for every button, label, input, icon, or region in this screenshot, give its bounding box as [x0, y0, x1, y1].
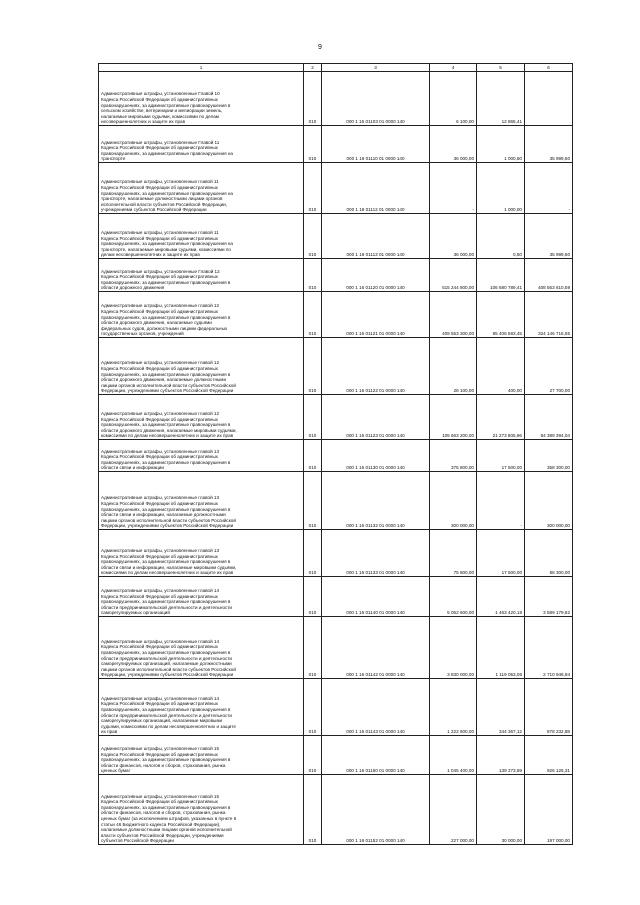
row-budget-code: 000 1 16 01120 01 0000 140: [322, 259, 430, 292]
row-description: Административные штрафы, установленные главой 14 Кодекса Российской Федерации об административных правонарушениях, за административные правонарушения в области предпринимательской деятельности и деятельности саморегулируемых организаций, налагаемые должностными лицами органов исполнительной власти субъектов Российской Федерации, учреждениями субъектов Российской Федерации: [99, 617, 304, 679]
row-approved-amount: 36 000,00: [430, 214, 477, 259]
row-budget-code: 000 1 16 01121 01 0000 140: [322, 292, 430, 338]
row-budget-code: 000 1 16 01150 01 0000 140: [322, 736, 430, 775]
row-line-code: 010: [304, 577, 322, 617]
row-approved-amount: 3 830 000,00: [430, 617, 477, 679]
row-approved-amount: 375 800,00: [430, 440, 477, 472]
row-line-code: 010: [304, 163, 322, 214]
row-executed-amount: 1 119 053,06: [477, 617, 525, 679]
row-remaining-amount: 408 563 610,59: [525, 259, 573, 292]
row-description: Административные штрафы, установленные главой 15 Кодекса Российской Федерации об административных правонарушениях, за административные правонарушения в области финансов, налогов и сборов, страхования, рынка ценных бумаг: [99, 736, 304, 775]
column-header-5: 5: [477, 64, 525, 72]
table-row: [99, 472, 573, 530]
row-budget-code: 000 1 16 01152 01 0000 140: [322, 775, 430, 845]
row-remaining-amount: 35 999,50: [525, 126, 573, 163]
row-approved-amount: 75 800,00: [430, 530, 477, 577]
row-description: Административные штрафы, установленные главой 14 Кодекса Российской Федерации об административных правонарушениях, за административные правонарушения в области предпринимательской деятельности и деятельности саморегулируемых организаций, налагаемые мировыми судьями, комиссиями по делам несовершеннолетних и защите их прав: [99, 679, 304, 736]
row-description: Административные штрафы, установленные главой 13 Кодекса Российской Федерации об административных правонарушениях, за административные правонарушения в области связи и информации, налагаемые должностными лицами органов исполнительной власти субъектов Российской Федерации, учреждениями субъектов Российской Федерации: [99, 472, 304, 530]
row-executed-amount: 344 367,12: [477, 679, 525, 736]
row-description: Административные штрафы, установленные Главой 10 Кодекса Российской Федерации об административных правонарушениях, за административные правонарушения в сельском хозяйстве, ветеринарии и мелиорации земель, налагаемые мировыми судьями, комиссиями по делам несовершеннолетних и защите их прав: [99, 72, 304, 126]
row-description: Административные штрафы, установленные главой 15 Кодекса Российской Федерации об административных правонарушениях, за административные правонарушения в области финансов, налогов и сборов, страхования, рынка ценных бумаг (за исключением штрафов, указанных в пункте 6 статьи 46 Бюджетного кодекса Российской Федерации), налагаемые должностными лицами органов исполнительной власти субъектов Российской Федерации, учреждениями субъектов Российской Федерации: [99, 775, 304, 845]
row-executed-amount: 400,00: [477, 338, 525, 395]
table-row: [99, 214, 573, 259]
row-approved-amount: 36 000,00: [430, 126, 477, 163]
row-budget-code: 000 1 16 01132 01 0000 140: [322, 472, 430, 530]
row-executed-amount: 12 865,41: [477, 72, 525, 126]
row-approved-amount: 1 222 600,00: [430, 679, 477, 736]
table-row: [99, 530, 573, 577]
row-remaining-amount: 2 710 946,94: [525, 617, 573, 679]
row-executed-amount: 30 000,00: [477, 775, 525, 845]
row-budget-code: 000 1 16 01122 01 0000 140: [322, 338, 430, 395]
column-header-4: 4: [430, 64, 477, 72]
row-remaining-amount: 58 300,00: [525, 530, 573, 577]
row-budget-code: 000 1 16 01112 01 0000 140: [322, 163, 430, 214]
row-description: Административные штрафы, установленные главой 13 Кодекса Российской Федерации об административных правонарушениях, за административные правонарушения в области связи и информации, налагаемые мировыми судьями, комиссиями по делам несовершеннолетних и защите их прав: [99, 530, 304, 577]
row-approved-amount: 105 663 200,00: [430, 395, 477, 440]
row-approved-amount: 227 000,00: [430, 775, 477, 845]
row-line-code: 010: [304, 472, 322, 530]
row-remaining-amount: [525, 72, 573, 126]
row-approved-amount: 515 244 800,00: [430, 259, 477, 292]
row-line-code: 010: [304, 679, 322, 736]
row-description: Административные штрафы, установленные главой 12 Кодекса Российской Федерации об административных правонарушениях, за административные правонарушения в области дорожного движения, налагаемые судьями федеральных судов, должностными лицами федеральных государственных органов, учреждений: [99, 292, 304, 338]
row-remaining-amount: 300 000,00: [525, 472, 573, 530]
table-row: [99, 736, 573, 775]
page-number: 9: [318, 44, 322, 51]
row-approved-amount: 6 100,00: [430, 72, 477, 126]
row-executed-amount: 17 500,00: [477, 440, 525, 472]
row-line-code: 010: [304, 338, 322, 395]
row-approved-amount: 5 052 600,00: [430, 577, 477, 617]
row-remaining-amount: 3 589 179,82: [525, 577, 573, 617]
row-line-code: 010: [304, 736, 322, 775]
row-description: Административные штрафы, установленные главой 12 Кодекса Российской Федерации об административных правонарушениях, за административные правонарушения в области дорожного движения, налагаемые мировыми судьями, комиссиями по делам несовершеннолетних и защите их прав: [99, 395, 304, 440]
row-description: Административные штрафы, установленные главой 11 Кодекса Российской Федерации об административных правонарушениях, за административные правонарушения на транспорте, налагаемые должностными лицами органов исполнительной власти субъектов Российской Федерации, учреждениями субъектов Российской Федерации: [99, 163, 304, 214]
row-budget-code: 000 1 16 01130 01 0000 140: [322, 440, 430, 472]
row-executed-amount: 85 406 583,45: [477, 292, 525, 338]
row-executed-amount: 139 273,69: [477, 736, 525, 775]
table-row: [99, 338, 573, 395]
row-line-code: 010: [304, 214, 322, 259]
row-line-code: 010: [304, 530, 322, 577]
row-description: Административные штрафы, установленные главой 11 Кодекса Российской Федерации об административных правонарушениях, за административные правонарушения на транспорте, налагаемые мировыми судьями, комиссиями по делам несовершеннолетних и защите их прав: [99, 214, 304, 259]
row-remaining-amount: 84 389 394,04: [525, 395, 573, 440]
row-remaining-amount: 197 000,00: [525, 775, 573, 845]
row-remaining-amount: -: [525, 163, 573, 214]
row-description: Административные штрафы, установленные главой 12 Кодекса Российской Федерации об административных правонарушениях, за административные правонарушения в области дорожного движения, налагаемые должностными лицами органов исполнительной власти субъектов Российской Федерации, учреждениями субъектов Российской Федерации: [99, 338, 304, 395]
row-budget-code: 000 1 16 01140 01 0000 140: [322, 577, 430, 617]
row-remaining-amount: 926 126,31: [525, 736, 573, 775]
row-line-code: 010: [304, 440, 322, 472]
row-description: Административные штрафы, установленные Главой 12 Кодекса Российской Федерации об административных правонарушениях, за административные правонарушения в области дорожного движения: [99, 259, 304, 292]
table-row: [99, 679, 573, 736]
column-header-6: 6: [525, 64, 573, 72]
table-row: [99, 577, 573, 617]
row-line-code: 010: [304, 259, 322, 292]
table-row: [99, 72, 573, 126]
table-body: [99, 72, 573, 845]
table-row: [99, 775, 573, 845]
row-budget-code: 000 1 16 01103 01 0000 140: [322, 72, 430, 126]
report-table: [98, 63, 573, 845]
row-remaining-amount: 878 232,88: [525, 679, 573, 736]
row-approved-amount: 1 045 400,00: [430, 736, 477, 775]
table-row: [99, 292, 573, 338]
table-row: [99, 259, 573, 292]
row-remaining-amount: 324 146 716,55: [525, 292, 573, 338]
row-line-code: 010: [304, 395, 322, 440]
row-line-code: 010: [304, 292, 322, 338]
row-remaining-amount: 358 300,00: [525, 440, 573, 472]
row-executed-amount: 1 000,00: [477, 163, 525, 214]
row-approved-amount: 28 100,00: [430, 338, 477, 395]
row-executed-amount: 1 463 420,18: [477, 577, 525, 617]
row-remaining-amount: 35 999,50: [525, 214, 573, 259]
row-budget-code: 000 1 16 01142 01 0000 140: [322, 617, 430, 679]
row-executed-amount: 21 273 805,96: [477, 395, 525, 440]
table-row: [99, 617, 573, 679]
row-line-code: 010: [304, 775, 322, 845]
column-header-1: 1: [99, 64, 304, 72]
row-approved-amount: 409 553 300,00: [430, 292, 477, 338]
row-budget-code: 000 1 16 01123 01 0000 140: [322, 395, 430, 440]
header-row: [99, 64, 573, 72]
row-executed-amount: 17 500,00: [477, 530, 525, 577]
row-description: Административные штрафы, установленные главой 14 Кодекса Российской Федерации об административных правонарушениях, за административные правонарушения в области предпринимательской деятельности и деятельности саморегулируемых организаций: [99, 577, 304, 617]
table-row: [99, 440, 573, 472]
row-executed-amount: 1 000,50: [477, 126, 525, 163]
row-budget-code: 000 1 16 01133 01 0000 140: [322, 530, 430, 577]
row-description: Административные штрафы, установленные главой 13 Кодекса Российской Федерации об административных правонарушениях, за административные правонарушения в области связи и информации: [99, 440, 304, 472]
table-row: [99, 395, 573, 440]
column-header-3: 3: [322, 64, 430, 72]
table-row: [99, 163, 573, 214]
row-remaining-amount: 27 700,00: [525, 338, 573, 395]
row-approved-amount: -: [430, 163, 477, 214]
row-budget-code: 000 1 16 01113 01 0000 140: [322, 214, 430, 259]
column-header-2: 2: [304, 64, 322, 72]
row-approved-amount: 300 000,00: [430, 472, 477, 530]
row-executed-amount: 106 680 789,41: [477, 259, 525, 292]
row-line-code: 010: [304, 617, 322, 679]
table-row: [99, 126, 573, 163]
row-line-code: 010: [304, 126, 322, 163]
row-executed-amount: 0,50: [477, 214, 525, 259]
row-budget-code: 000 1 16 01110 01 0000 140: [322, 126, 430, 163]
row-line-code: 010: [304, 72, 322, 126]
row-description: Административные штрафы, установленные Главой 11 Кодекса Российской Федерации об административных правонарушениях, за административные правонарушения на транспорте: [99, 126, 304, 163]
row-executed-amount: -: [477, 472, 525, 530]
row-budget-code: 000 1 16 01143 01 0000 140: [322, 679, 430, 736]
